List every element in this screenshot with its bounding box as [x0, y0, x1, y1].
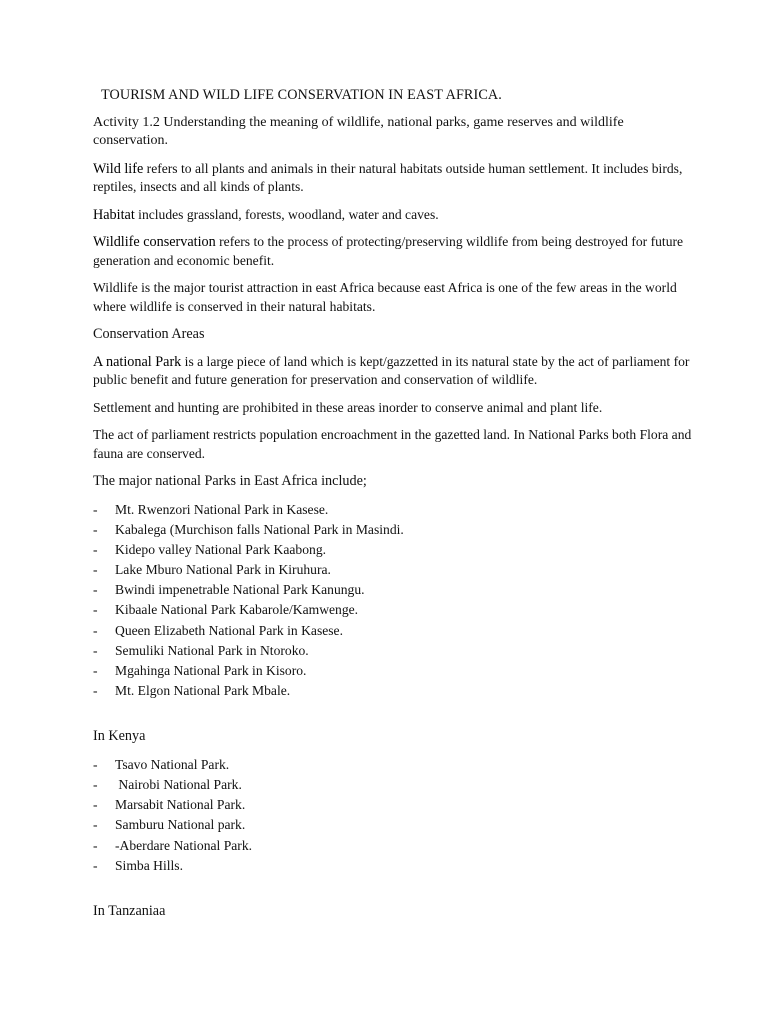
- document-page: [93, 86, 693, 930]
- list-item: - Marsabit National Park.: [93, 795, 693, 815]
- list-item: - Tsavo National Park.: [93, 755, 693, 775]
- document-title: TOURISM AND WILD LIFE CONSERVATION IN EAST AFRICA.: [101, 87, 502, 103]
- list-item: - Simba Hills.: [93, 856, 693, 876]
- term-national-park: A national Park: [93, 353, 182, 370]
- list-item: - -Aberdare National Park.: [93, 836, 693, 856]
- tanzania-heading: In Tanzaniaa: [93, 903, 166, 919]
- list-item: - Kibaale National Park Kabarole/Kamwenge.: [93, 600, 693, 620]
- major-parks-heading: The major national Parks in East Africa include;: [93, 473, 367, 489]
- list-item: - Bwindi impenetrable National Park Kanungu.: [93, 580, 693, 600]
- kenya-parks-list: [93, 755, 693, 876]
- list-item: - Mt. Elgon National Park Mbale.: [93, 681, 693, 701]
- list-item: - Nairobi National Park.: [93, 775, 693, 795]
- list-item: - Samburu National park.: [93, 815, 693, 835]
- list-item: - Queen Elizabeth National Park in Kasese.: [93, 621, 693, 641]
- act-paragraph: The act of parliament restricts population encroachment in the gazetted land. In National Parks both Flora and fauna are conserved.: [93, 427, 692, 461]
- definition-wildlife: [93, 160, 693, 197]
- term-wildlife: Wild life: [93, 160, 144, 177]
- definition-wildlife-conservation: [93, 233, 693, 270]
- list-item: - Kabalega (Murchison falls National Park in Masindi.: [93, 520, 693, 540]
- term-habitat: Habitat: [93, 206, 135, 223]
- definition-text: includes grassland, forests, woodland, water and caves.: [134, 206, 439, 222]
- definition-text: refers to all plants and animals in their natural habitats outside human settlement. It includes birds, reptiles, insects and all kinds of plants.: [93, 160, 683, 194]
- conservation-areas-heading: Conservation Areas: [93, 326, 205, 342]
- uganda-parks-list: [93, 500, 693, 702]
- definition-text: refers to the process of protecting/preserving wildlife from being destroyed for future generation and economic benefit.: [93, 234, 684, 268]
- list-item: - Lake Mburo National Park in Kiruhura.: [93, 560, 693, 580]
- term-wildlife-conservation: Wildlife conservation: [93, 234, 216, 250]
- list-item: - Semuliki National Park in Ntoroko.: [93, 641, 693, 661]
- national-park-definition: [93, 353, 693, 390]
- activity-heading: Activity 1.2 Understanding the meaning of wildlife, national parks, game reserves and wildlife conservation.: [93, 114, 624, 148]
- list-item: - Kidepo valley National Park Kaabong.: [93, 540, 693, 560]
- definition-habitat: [93, 206, 693, 225]
- settlement-paragraph: Settlement and hunting are prohibited in these areas inorder to conserve animal and plant life.: [93, 399, 603, 415]
- definition-text: is a large piece of land which is kept/gazzetted in its natural state by the act of parliament for public benefit and future generation for preservation and conservation of wildlife.: [93, 353, 690, 387]
- list-item: - Mt. Rwenzori National Park in Kasese.: [93, 500, 693, 520]
- kenya-heading: In Kenya: [93, 728, 146, 745]
- tourism-paragraph: Wildlife is the major tourist attraction in east Africa because east Africa is one of the few areas in the world where wildlife is conserved in their natural habitats.: [93, 280, 677, 314]
- list-item: - Mgahinga National Park in Kisoro.: [93, 661, 693, 681]
